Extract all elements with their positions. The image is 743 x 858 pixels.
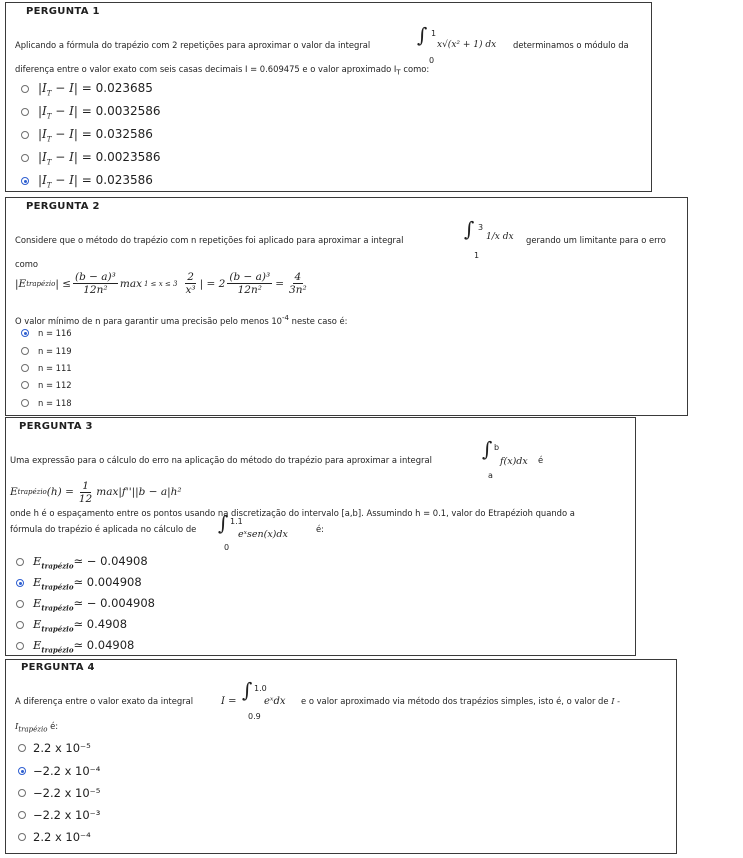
question-2 <box>5 197 688 416</box>
q3-option-3-value: ≃ − 0.004908 <box>73 596 155 610</box>
radio-filled-icon[interactable] <box>18 767 26 775</box>
q4-option-2[interactable]: −2.2 x 10⁻⁴ <box>18 764 100 778</box>
radio-empty-icon[interactable] <box>21 347 29 355</box>
q1-option-4[interactable]: $|I_T - I| = 0.0023586$ <box>21 150 161 166</box>
question-3-text-line3: onde h é o espaçamento entre os pontos usando na discretização do intervalo [a,b]. Assumindo h = 0.1, valor do Etrapézioh quando a <box>10 508 575 518</box>
q3-option-4-value: ≃ 0.4908 <box>73 617 128 631</box>
question-3-text: Uma expressão para o cálculo do erro na aplicação do método do trapézio para aproximar a integral <box>10 455 432 465</box>
question-3-formula: E trapézio (h) = $\frac{1}{12}$ max|f''||b − a|h² <box>10 480 182 505</box>
radio-empty-icon[interactable] <box>21 85 29 93</box>
question-3-integral-2: ∫ 1.1 0 eˣsen(x)dx <box>218 511 288 552</box>
question-1-text: Aplicando a fórmula do trapézio com 2 repetições para aproximar o valor da integral <box>15 40 371 50</box>
question-2-text-after: gerando um limitante para o erro <box>526 235 666 245</box>
radio-empty-icon[interactable] <box>21 364 29 372</box>
question-1-integral: ∫ 1 0 x√(x² + 1) dx <box>417 23 497 65</box>
question-3-text-after: é <box>538 455 544 465</box>
question-3-text-line4-end: é: <box>316 524 324 534</box>
q3-option-2-value: ≃ 0.004908 <box>73 575 142 589</box>
q1-option-5[interactable]: $|I_T - I| = 0.023586$ <box>21 173 153 189</box>
q2-option-4[interactable]: n = 112 <box>21 380 72 390</box>
q1-option-4-value: 0.0023586 <box>95 150 161 164</box>
question-2-formula: |E trapézio | ≤ $\frac{\text{(b − a)³}}{\text{12n²}}$ max 1 ≤ x ≤ 3 $\frac{2}{\text{x³}}$ | = 2 $\frac{\text{(b − a)³}}{\text{12n²}}$ = $\frac{4}{\text{3n²}}$ <box>15 271 307 296</box>
question-1-title: PERGUNTA 1 <box>26 6 100 17</box>
question-2-text-line2: como <box>15 259 39 269</box>
radio-filled-icon[interactable] <box>21 177 29 185</box>
radio-filled-icon[interactable] <box>16 579 24 587</box>
q3-option-5-value: ≃ 0.04908 <box>73 638 135 652</box>
radio-empty-icon[interactable] <box>18 744 26 752</box>
q1-option-2[interactable]: $|I_T - I| = 0.0032586$ <box>21 104 161 120</box>
q2-option-5[interactable]: n = 118 <box>21 398 72 408</box>
radio-empty-icon[interactable] <box>18 789 26 797</box>
question-2-prompt: O valor mínimo de n para garantir uma precisão pelo menos $10^{-4}$ neste caso é: <box>15 314 348 326</box>
radio-empty-icon[interactable] <box>16 642 24 650</box>
radio-empty-icon[interactable] <box>21 108 29 116</box>
q2-option-2[interactable]: n = 119 <box>21 346 72 356</box>
question-1-text-line2: diferença entre o valor exato com seis casas decimais I = 0.609475 e o valor aproximado $I_T$ como: <box>15 64 430 77</box>
radio-empty-icon[interactable] <box>16 621 24 629</box>
radio-empty-icon[interactable] <box>21 154 29 162</box>
question-3-integral: ∫ b a f(x)dx <box>482 437 528 480</box>
radio-empty-icon[interactable] <box>18 811 26 819</box>
question-3-title: PERGUNTA 3 <box>19 421 93 432</box>
q3-option-1-value: ≃ − 0.04908 <box>73 554 148 568</box>
question-3 <box>5 417 636 656</box>
q1-option-1[interactable]: $|I_T - I| = 0.023685$ <box>21 81 153 97</box>
q3-option-4[interactable]: $E_{trapézio}≃$ 0.4908 <box>16 617 127 633</box>
q3-option-5[interactable]: $E_{trapézio}≃$ 0.04908 <box>16 638 134 654</box>
question-3-text-line4: fórmula do trapézio é aplicada no cálculo de <box>10 524 197 534</box>
q4-option-5[interactable]: 2.2 x 10⁻⁴ <box>18 830 91 844</box>
question-4-text-line2: $I_{trapézio}$ é: <box>15 721 59 734</box>
q4-option-1[interactable]: 2.2 x 10⁻⁵ <box>18 741 91 755</box>
q2-option-1[interactable]: n = 116 <box>21 328 72 338</box>
question-2-integral: ∫ 3 1 1/x dx <box>464 217 514 260</box>
radio-empty-icon[interactable] <box>21 381 29 389</box>
question-4-text: A diferença entre o valor exato da integral <box>15 696 194 706</box>
question-1-text-after: determinamos o módulo da <box>513 40 629 50</box>
q4-option-3[interactable]: −2.2 x 10⁻⁵ <box>18 786 100 800</box>
q1-option-5-value: 0.023586 <box>95 173 153 187</box>
question-4-text-after: e o valor aproximado via método dos trapézios simples, isto é, o valor de I - <box>301 696 621 706</box>
q1-option-3[interactable]: $|I_T - I| = 0.032586$ <box>21 127 153 143</box>
q4-option-4[interactable]: −2.2 x 10⁻³ <box>18 808 100 822</box>
q3-option-2[interactable]: $E_{trapézio}≃$ 0.004908 <box>16 575 142 591</box>
question-1 <box>5 2 652 192</box>
q2-option-3[interactable]: n = 111 <box>21 363 72 373</box>
q1-option-1-value: 0.023685 <box>95 81 153 95</box>
question-4-integral-lhs: I = <box>221 696 237 707</box>
question-4-title: PERGUNTA 4 <box>21 662 95 673</box>
radio-empty-icon[interactable] <box>18 833 26 841</box>
question-2-title: PERGUNTA 2 <box>26 201 100 212</box>
radio-empty-icon[interactable] <box>21 131 29 139</box>
q1-option-2-value: 0.0032586 <box>95 104 161 118</box>
question-2-text: Considere que o método do trapézio com n repetições foi aplicado para aproximar a integral <box>15 235 404 245</box>
q3-option-3[interactable]: $E_{trapézio}≃ - 0.004908$ <box>16 596 155 612</box>
radio-empty-icon[interactable] <box>16 558 24 566</box>
q3-option-1[interactable]: $E_{trapézio}≃ - 0.04908$ <box>16 554 148 570</box>
q1-option-3-value: 0.032586 <box>95 127 153 141</box>
radio-filled-icon[interactable] <box>21 329 29 337</box>
radio-empty-icon[interactable] <box>21 399 29 407</box>
question-4-integral: ∫ 1.0 0.9 eˣdx <box>242 678 286 721</box>
radio-empty-icon[interactable] <box>16 600 24 608</box>
question-4 <box>5 659 677 854</box>
